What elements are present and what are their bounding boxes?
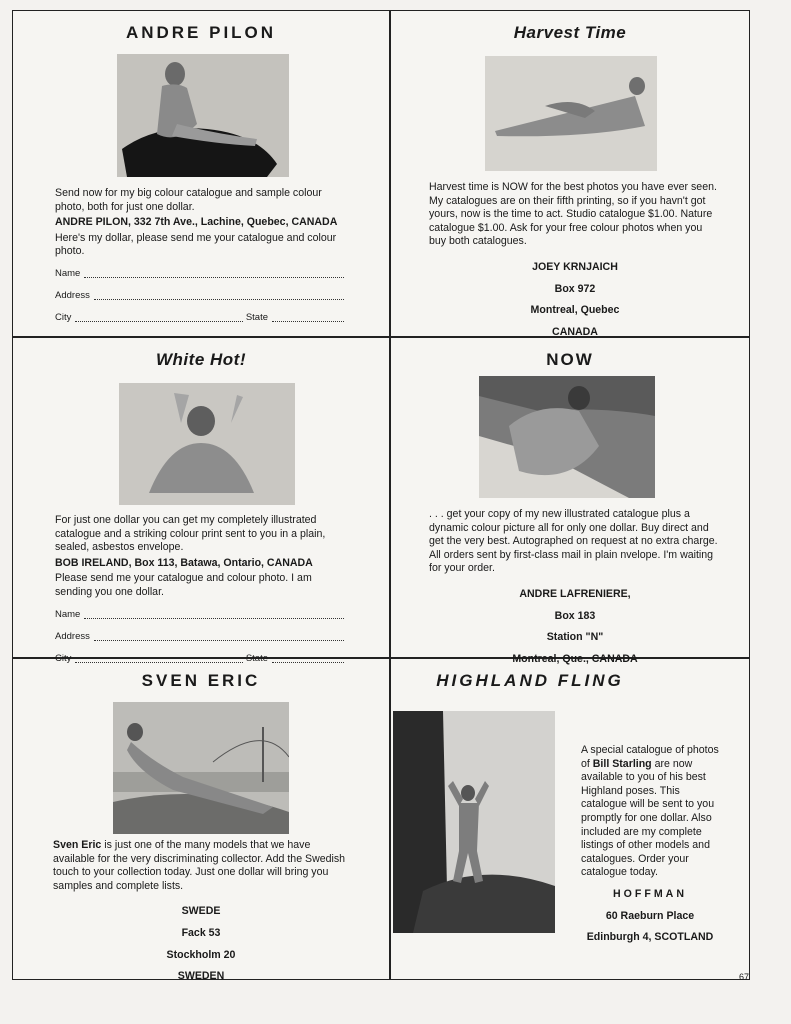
- ad-address-box: Box 972: [554, 282, 596, 295]
- ad-title: SVEN ERIC: [141, 671, 261, 690]
- photo-model-highland: [393, 711, 555, 933]
- ad-text: Harvest time is NOW for the best photos you have ever seen. My catalogues are on their fifth printing, so if you havn't got yours, now is the time to act. Studio catalogue $1.00. Nature catalogue $1.00. Ask for your free colour photos when you buy both catalogues.: [429, 181, 717, 248]
- ad-sven-eric: [13, 659, 389, 983]
- address-field[interactable]: Address: [55, 281, 347, 303]
- photo-model-reclining: [485, 56, 657, 171]
- ad-address: BOB IRELAND, Box 113, Batawa, Ontario, CANADA: [55, 556, 313, 569]
- page-number: 67: [738, 972, 749, 982]
- ad-title: NOW: [546, 350, 594, 369]
- ad-text: A special catalogue of photos of Bill Starling are now available to you of his best Highland poses. This catalogue will be sent to you promptly for one dollar. Also included are my complete listings of other models and catalogues. Order your catalogue today.: [581, 744, 719, 879]
- ad-address-box: Box 183: [554, 609, 596, 622]
- photo-model-seated: [117, 54, 289, 177]
- photo-model-bridge: [113, 702, 289, 834]
- ad-text: . . . get your copy of my new illustrated catalogue plus a dynamic colour picture all for only one dollar. Buy direct and get the very best. Autographed on request at no extra charge. All orders sent by first-class mail in plain nvelope. I'm waiting for your order.: [429, 508, 718, 575]
- ad-andre-pilon: [13, 11, 389, 336]
- ad-address-country: CANADA: [552, 325, 598, 338]
- ad-request: Here's my dollar, please send me your catalogue and colour photo.: [55, 231, 337, 258]
- ad-page: [12, 10, 750, 983]
- ad-address-box: Fack 53: [181, 926, 221, 939]
- ad-highland-fling: [391, 659, 749, 979]
- address-field[interactable]: Address: [55, 622, 347, 644]
- ad-address-city: Montreal, Que., CANADA: [512, 652, 638, 665]
- ad-title: White Hot!: [156, 350, 246, 369]
- ad-address-city: Edinburgh 4, SCOTLAND: [586, 931, 714, 944]
- ad-title: Harvest Time: [513, 23, 627, 42]
- city-state-field[interactable]: City State: [55, 303, 347, 325]
- ad-address-city: Stockholm 20: [166, 948, 236, 961]
- ad-text-lead: Sven Eric: [53, 839, 102, 851]
- ad-address-name: ANDRE LAFRENIERE,: [519, 587, 631, 600]
- ad-address-country: SWEDEN: [177, 970, 225, 983]
- city-state-field[interactable]: City State: [55, 644, 347, 666]
- ad-harvest-time: [391, 11, 749, 336]
- ad-address-station: Station "N": [546, 631, 604, 644]
- ad-text-rest: is just one of the many models that we have available for the very discriminating collector. Add the Swedish touch to your collection today. Just one dollar will bring you samples and complete lists.: [53, 839, 346, 892]
- ad-text: Send now for my big colour catalogue and sample colour photo, both for just one dollar.: [55, 187, 322, 213]
- name-field[interactable]: Name: [55, 600, 347, 622]
- ad-address-name: JOEY KRNJAICH: [532, 260, 618, 273]
- ad-white-hot: [13, 338, 389, 664]
- name-field[interactable]: Name: [55, 259, 347, 281]
- ad-title: ANDRE PILON: [125, 23, 277, 42]
- ad-address-city: Montreal, Quebec: [530, 304, 620, 317]
- ad-address-name: HOFFMAN: [613, 887, 687, 900]
- photo-model-lying: [119, 383, 295, 505]
- ad-address-name: SWEDE: [181, 905, 221, 918]
- ad-title: HIGHLAND FLING: [436, 671, 624, 690]
- ad-address-street: 60 Raeburn Place: [605, 909, 695, 922]
- ad-text: [53, 839, 349, 893]
- ad-text: For just one dollar you can get my completely illustrated catalogue and a striking colour print sent to you in a plain, sealed, asbestos envelope.: [55, 514, 326, 554]
- ad-now: [391, 338, 749, 665]
- ad-request: Please send me your catalogue and colour photo. I am sending you one dollar.: [55, 572, 312, 598]
- ad-address: ANDRE PILON, 332 7th Ave., Lachine, Quebec, CANADA: [55, 216, 338, 229]
- photo-model-crouching: [479, 376, 655, 498]
